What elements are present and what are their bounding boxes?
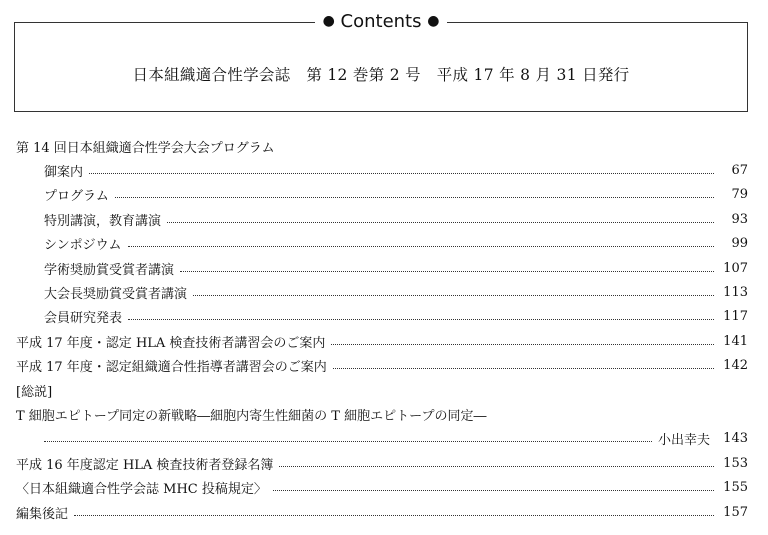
toc-entry-editorial-postscript[interactable] — [16, 500, 748, 524]
page-number: 157 — [723, 504, 748, 520]
dot-leader — [115, 197, 714, 198]
dot-leader — [331, 344, 714, 345]
page-number: 142 — [723, 358, 748, 374]
toc-entry-label[interactable]: 特別講演，教育講演 — [44, 213, 162, 229]
toc-entry-label[interactable]: 平成 16 年度認定 HLA 検査技術者登録名簿 — [16, 457, 274, 473]
toc-entry-hla-course[interactable] — [16, 329, 748, 353]
toc-entry-label[interactable]: 編集後記 — [16, 506, 69, 522]
page-number: 117 — [723, 309, 748, 325]
journal-title: 日本組織適合性学会誌 第 12 巻第 2 号 平成 17 年 8 月 31 日発行 — [132, 66, 630, 84]
page-number: 67 — [731, 163, 748, 179]
toc-entry-label[interactable]: 会員研究発表 — [44, 311, 123, 327]
review-title[interactable]: T 細胞エピトープ同定の新戦略―細胞内寄生性細菌の T 細胞エピトープの同定― — [16, 408, 487, 424]
dot-leader — [333, 368, 714, 369]
toc-entry-label[interactable]: 平成 17 年度・認定組織適合性指導者講習会のご案内 — [16, 360, 327, 376]
toc-entry-guide[interactable] — [16, 158, 748, 182]
toc-entry-label[interactable]: プログラム — [44, 189, 109, 205]
dot-leader — [167, 222, 714, 223]
bullet-icon: ● — [322, 13, 335, 29]
page-number: 93 — [731, 211, 748, 227]
page-number: 143 — [723, 431, 748, 447]
toc-entry-label[interactable]: 平成 17 年度・認定 HLA 検査技術者講習会のご案内 — [16, 335, 326, 351]
bullet-icon: ● — [427, 13, 440, 29]
category-heading — [16, 378, 748, 402]
review-title-row[interactable] — [16, 402, 748, 426]
dot-leader — [44, 441, 652, 442]
toc-entry-label[interactable]: 大会長奨励賞受賞者講演 — [44, 287, 188, 303]
page-number: 155 — [723, 480, 748, 496]
toc-entry-president-award[interactable] — [16, 280, 748, 304]
toc-entry-instructor-course[interactable] — [16, 354, 748, 378]
dot-leader — [89, 173, 714, 174]
page-number: 99 — [731, 236, 748, 252]
page-number: 113 — [723, 285, 748, 301]
page-number: 79 — [731, 187, 748, 203]
toc-entry-member-presentations[interactable] — [16, 305, 748, 329]
toc-entry-academic-award[interactable] — [16, 256, 748, 280]
review-author-row[interactable] — [16, 427, 748, 451]
dot-leader — [128, 246, 714, 247]
dot-leader — [193, 295, 714, 296]
table-of-contents — [16, 134, 748, 524]
toc-entry-submission-rules[interactable] — [16, 475, 748, 499]
page-number: 153 — [723, 455, 748, 471]
section-heading — [16, 134, 748, 158]
section-title[interactable]: 第 14 回日本組織適合性学会大会プログラム — [16, 140, 275, 156]
toc-entry-label[interactable]: 御案内 — [44, 165, 84, 181]
toc-entry-label[interactable]: シンポジウム — [44, 238, 122, 254]
toc-entry-hla-registry[interactable] — [16, 451, 748, 475]
toc-entry-label[interactable]: 〈日本組織適合性学会誌 MHC 投稿規定〉 — [16, 482, 267, 498]
toc-entry-label[interactable]: 学術奨励賞受賞者講演 — [44, 262, 175, 278]
toc-entry-program[interactable] — [16, 183, 748, 207]
dot-leader — [273, 490, 714, 491]
toc-entry-lectures[interactable] — [16, 207, 748, 231]
page-number: 141 — [723, 333, 748, 349]
dot-leader — [279, 466, 714, 467]
title-box — [14, 11, 748, 112]
contents-heading — [15, 10, 747, 35]
category-label: [総説] — [16, 384, 53, 400]
contents-label: Contents — [340, 11, 422, 32]
dot-leader — [74, 515, 714, 516]
author-name: 小出幸夫 — [657, 433, 710, 449]
toc-entry-symposium[interactable] — [16, 232, 748, 256]
page-number: 107 — [723, 260, 748, 276]
dot-leader — [180, 271, 714, 272]
dot-leader — [128, 319, 714, 320]
